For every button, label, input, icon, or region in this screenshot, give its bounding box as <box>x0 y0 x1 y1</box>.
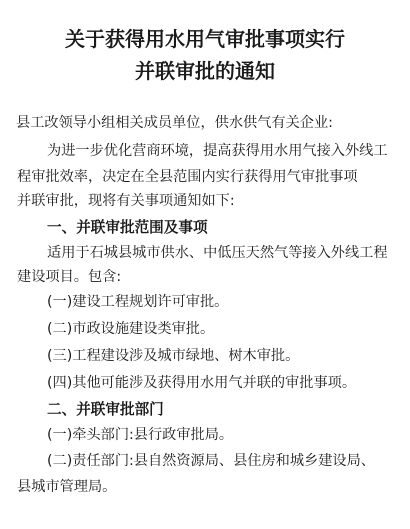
paragraph-scope-line-1: 适用于石城县城市供水、中低压天然气等接入外线工程 <box>47 245 388 261</box>
paragraph-intro-line-2: 程审批效率，决定在全县范围内实行获得用气审批事项 <box>17 169 358 185</box>
list-item-responsible-departments: (二)责任部门:县自然资源局、县住房和城乡建设局、 <box>47 453 375 469</box>
addressee: 县工改领导小组相关成员单位，供水供气有关企业: <box>16 115 333 131</box>
paragraph-scope-line-2: 建设项目。包含: <box>17 269 122 285</box>
paragraph-intro-line-3: 并联审批，现将有关事项通知如下: <box>17 193 235 209</box>
paragraph-intro-line-1: 为进一步优化营商环境，提高获得用水用气接入外线工 <box>47 143 388 159</box>
section-heading-1: 一、并联审批范围及事项 <box>47 219 208 236</box>
list-item-2: (二)市政设施建设类审批。 <box>47 321 215 337</box>
section-heading-2: 二、并联审批部门 <box>47 401 164 418</box>
list-item-responsible-departments-cont: 县城市管理局。 <box>17 479 117 495</box>
list-item-lead-department: (一)牵头部门:县行政审批局。 <box>47 427 234 443</box>
notice-title-line-1: 关于获得用水用气审批事项实行 <box>65 27 345 51</box>
list-item-3: (三)工程建设涉及城市绿地、树木审批。 <box>47 348 300 364</box>
list-item-4: (四)其他可能涉及获得用水用气并联的审批事项。 <box>47 375 357 391</box>
notice-title-line-2: 并联审批的通知 <box>135 59 275 83</box>
list-item-1: (一)建设工程规划许可审批。 <box>47 294 229 310</box>
